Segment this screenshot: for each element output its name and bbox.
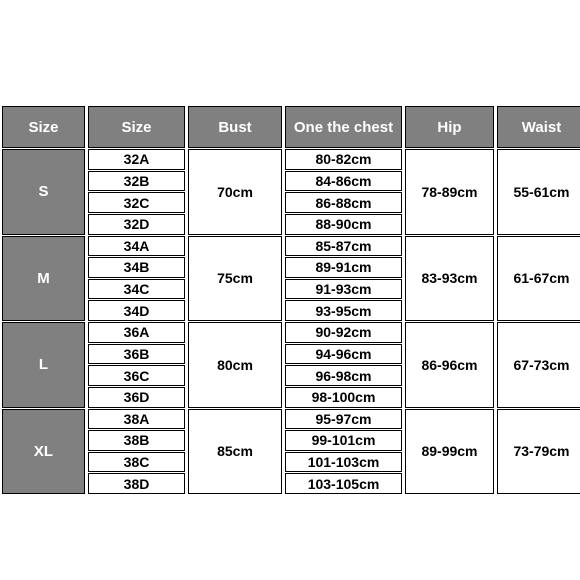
chest-measure-cell: 84-86cm (285, 171, 402, 192)
chest-measure-cell: 85-87cm (285, 236, 402, 257)
cup-size-cell: 36B (88, 344, 185, 365)
cup-size-cell: 38A (88, 409, 185, 430)
waist-measure-cell: 67-73cm (497, 322, 580, 408)
hip-measure-cell: 89-99cm (405, 409, 494, 495)
hip-measure-cell: 78-89cm (405, 149, 494, 235)
waist-measure-cell: 55-61cm (497, 149, 580, 235)
header-chest: One the chest (285, 106, 402, 148)
cup-size-cell: 34B (88, 257, 185, 278)
header-waist: Waist (497, 106, 580, 148)
chest-measure-cell: 98-100cm (285, 387, 402, 408)
chest-measure-cell: 89-91cm (285, 257, 402, 278)
cup-size-cell: 32D (88, 214, 185, 235)
chest-measure-cell: 93-95cm (285, 300, 402, 321)
header-size: Size (2, 106, 85, 148)
cup-size-cell: 34D (88, 300, 185, 321)
waist-measure-cell: 61-67cm (497, 236, 580, 322)
chest-measure-cell: 99-101cm (285, 430, 402, 451)
bust-measure-cell: 70cm (188, 149, 282, 235)
bust-measure-cell: 80cm (188, 322, 282, 408)
chest-measure-cell: 96-98cm (285, 365, 402, 386)
cup-size-cell: 36A (88, 322, 185, 343)
cup-size-cell: 36D (88, 387, 185, 408)
cup-size-cell: 38C (88, 452, 185, 473)
cup-size-cell: 38D (88, 473, 185, 494)
bust-measure-cell: 85cm (188, 409, 282, 495)
header-cup-size: Size (88, 106, 185, 148)
chest-measure-cell: 90-92cm (285, 322, 402, 343)
cup-size-cell: 34A (88, 236, 185, 257)
waist-measure-cell: 73-79cm (497, 409, 580, 495)
cup-size-cell: 32C (88, 192, 185, 213)
chest-measure-cell: 91-93cm (285, 279, 402, 300)
size-chart-table (2, 106, 577, 492)
chest-measure-cell: 101-103cm (285, 452, 402, 473)
header-hip: Hip (405, 106, 494, 148)
chest-measure-cell: 80-82cm (285, 149, 402, 170)
chest-measure-cell: 95-97cm (285, 409, 402, 430)
cup-size-cell: 32A (88, 149, 185, 170)
size-group-label: L (2, 322, 85, 408)
hip-measure-cell: 83-93cm (405, 236, 494, 322)
chest-measure-cell: 94-96cm (285, 344, 402, 365)
cup-size-cell: 36C (88, 365, 185, 386)
size-group-label: XL (2, 409, 85, 495)
size-group-label: S (2, 149, 85, 235)
size-group-label: M (2, 236, 85, 322)
chest-measure-cell: 88-90cm (285, 214, 402, 235)
cup-size-cell: 32B (88, 171, 185, 192)
bust-measure-cell: 75cm (188, 236, 282, 322)
hip-measure-cell: 86-96cm (405, 322, 494, 408)
header-bust: Bust (188, 106, 282, 148)
cup-size-cell: 38B (88, 430, 185, 451)
chest-measure-cell: 86-88cm (285, 192, 402, 213)
chest-measure-cell: 103-105cm (285, 473, 402, 494)
cup-size-cell: 34C (88, 279, 185, 300)
